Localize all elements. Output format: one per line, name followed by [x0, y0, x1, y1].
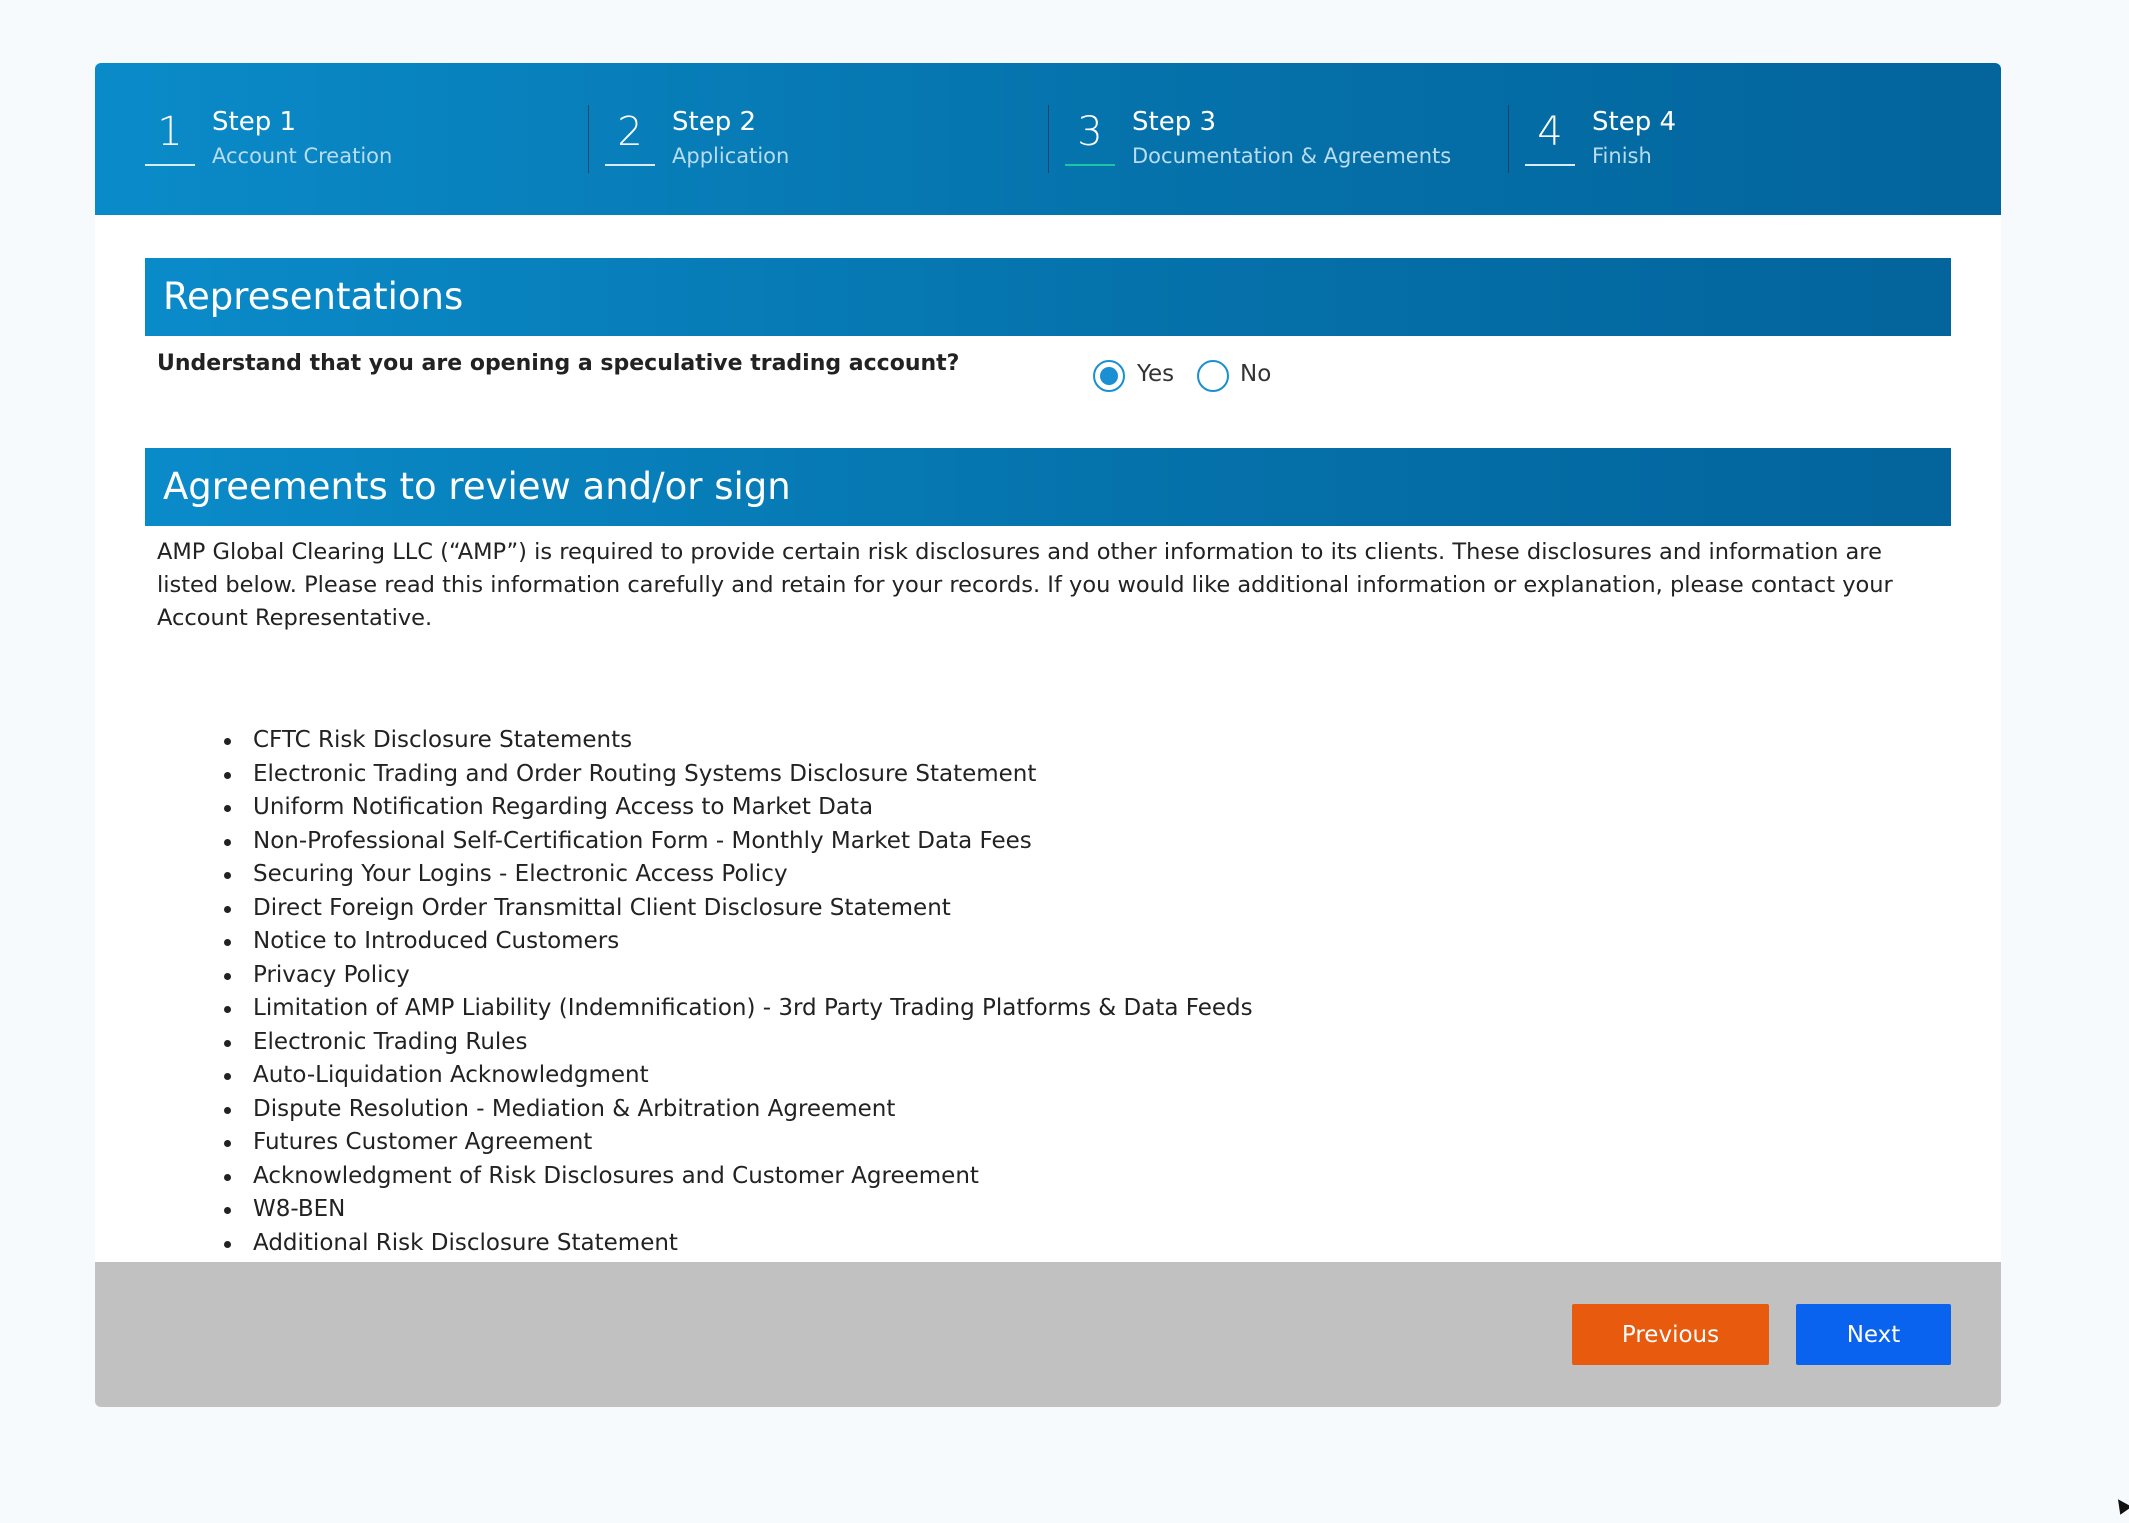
step-underline	[1525, 164, 1575, 166]
agreements-list	[224, 724, 1253, 1260]
step-title: Step 1	[212, 107, 297, 137]
agreements-intro-text: AMP Global Clearing LLC (“AMP”) is required to provide certain risk disclosures and other information to its clients. These disclosures and information are listed below. Please read this information carefully and retain for your records. If you would like additional information or explanation, please contact your Account Representative.	[157, 539, 1893, 631]
representations-header: Representations	[145, 258, 1951, 336]
step-3	[1015, 63, 1475, 215]
step-number: 3	[1077, 109, 1103, 155]
list-item: Electronic Trading Rules	[224, 1026, 1253, 1060]
mouse-cursor-icon	[2112, 1495, 2129, 1514]
list-item: Additional Risk Disclosure Statement	[224, 1227, 1253, 1261]
list-item: Dispute Resolution - Mediation & Arbitration Agreement	[224, 1093, 1253, 1127]
step-subtitle: Documentation & Agreements	[1132, 144, 1452, 168]
no-radio-label[interactable]: No	[1240, 361, 1272, 387]
list-item: Notice to Introduced Customers	[224, 925, 1253, 959]
agreements-header: Agreements to review and/or sign	[145, 448, 1951, 526]
step-progress-bar	[95, 63, 2001, 215]
step-title: Step 2	[672, 107, 757, 137]
yes-radio[interactable]	[1093, 360, 1125, 392]
step-number: 1	[157, 109, 183, 155]
next-button[interactable]: Next	[1796, 1304, 1951, 1365]
list-item: Electronic Trading and Order Routing Systems Disclosure Statement	[224, 758, 1253, 792]
no-radio[interactable]	[1197, 360, 1229, 392]
list-item: Privacy Policy	[224, 959, 1253, 993]
list-item: Direct Foreign Order Transmittal Client Disclosure Statement	[224, 892, 1253, 926]
step-title: Step 3	[1132, 107, 1217, 137]
list-item: Acknowledgment of Risk Disclosures and Customer Agreement	[224, 1160, 1253, 1194]
step-number: 4	[1537, 109, 1563, 155]
list-item: Limitation of AMP Liability (Indemnification) - 3rd Party Trading Platforms & Data Feeds	[224, 992, 1253, 1026]
step-underline	[145, 164, 195, 166]
list-item: CFTC Risk Disclosure Statements	[224, 724, 1253, 758]
step-4	[1475, 63, 1935, 215]
step-2	[555, 63, 1015, 215]
step-title: Step 4	[1592, 107, 1677, 137]
list-item: Uniform Notification Regarding Access to Market Data	[224, 791, 1253, 825]
speculative-account-question: Understand that you are opening a speculative trading account?	[157, 351, 960, 376]
step-subtitle: Finish	[1592, 144, 1652, 168]
list-item: Futures Customer Agreement	[224, 1126, 1253, 1160]
application-card	[95, 63, 2001, 1407]
step-underline-active	[1065, 164, 1115, 166]
list-item: Auto-Liquidation Acknowledgment	[224, 1059, 1253, 1093]
form-footer	[95, 1262, 2001, 1407]
list-item: Securing Your Logins - Electronic Access Policy	[224, 858, 1253, 892]
list-item: W8-BEN	[224, 1193, 1253, 1227]
list-item: Non-Professional Self-Certification Form - Monthly Market Data Fees	[224, 825, 1253, 859]
step-number: 2	[617, 109, 643, 155]
yes-radio-label[interactable]: Yes	[1137, 361, 1175, 387]
step-underline	[605, 164, 655, 166]
step-subtitle: Account Creation	[212, 144, 393, 168]
step-subtitle: Application	[672, 144, 790, 168]
previous-button[interactable]: Previous	[1572, 1304, 1769, 1365]
step-1	[95, 63, 555, 215]
